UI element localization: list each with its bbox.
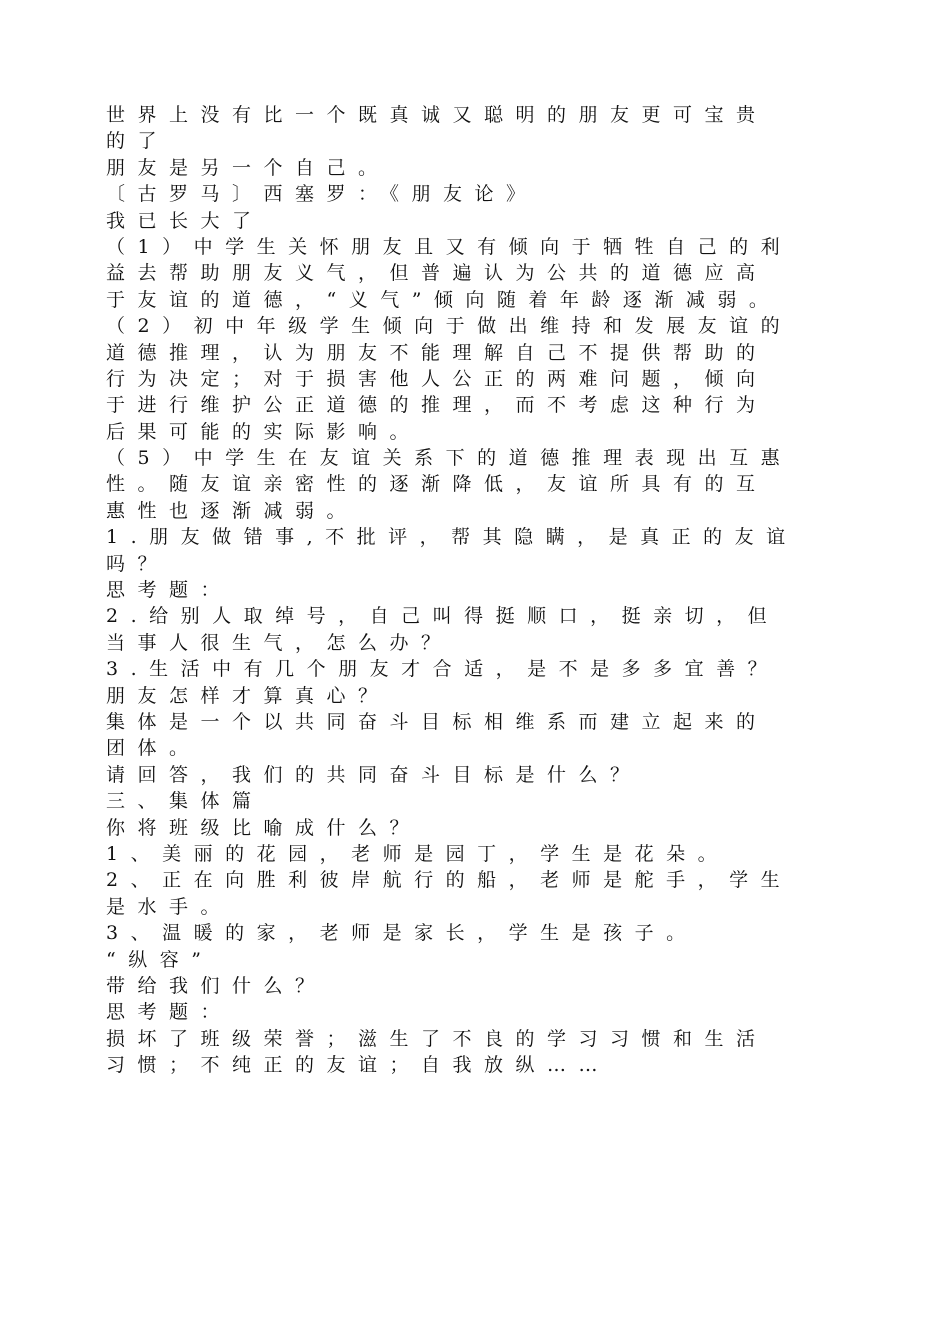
text-line: 思考题： xyxy=(106,579,233,602)
text-line: 益去帮助朋友义气，但普遍认为公共的道德应高 xyxy=(106,262,768,285)
text-line: 1.朋友做错事,不批评，帮其隐瞒，是真正的友谊 xyxy=(106,526,798,549)
text-line: 吗？ xyxy=(106,552,170,575)
text-line: “纵容” xyxy=(106,948,214,971)
text-line: 于友谊的道德，“义气”倾向随着年龄逐渐减弱。 xyxy=(106,288,781,311)
text-line: 2.给别人取绰号，自己叫得挺顺口，挺亲切，但 xyxy=(106,605,780,628)
text-line: 请回答，我们的共同奋斗目标是什么？ xyxy=(106,763,642,786)
text-line: 三、集体篇 xyxy=(106,790,264,813)
text-line: 3.生活中有几个朋友才合适，是不是多多宜善？ xyxy=(106,658,780,681)
text-line: 性。随友谊亲密性的逐渐降低，友谊所具有的互 xyxy=(106,473,768,496)
text-line: 惠性也逐渐减弱。 xyxy=(106,499,359,522)
text-line: 道德推理，认为朋友不能理解自己不提供帮助的 xyxy=(106,341,768,364)
text-line: 行为决定；对于损害他人公正的两难问题，倾向 xyxy=(106,367,768,390)
document-text xyxy=(106,102,846,1078)
text-line: 后果可能的实际影响。 xyxy=(106,420,422,443)
text-line: 团体。 xyxy=(106,737,201,760)
text-line: 3、温暖的家，老师是家长，学生是孩子。 xyxy=(106,922,698,945)
text-line: 世界上没有比一个既真诚又聪明的朋友更可宝贵 xyxy=(106,104,768,126)
text-line: 〔古罗马〕西塞罗：《朋友论》 xyxy=(106,183,538,206)
text-line: 于进行维护公正道德的推理，而不考虑这种行为 xyxy=(106,394,768,417)
text-line: 带给我们什么？ xyxy=(106,974,327,997)
text-line: 2、正在向胜利彼岸航行的船，老师是舵手，学生 xyxy=(106,869,793,892)
text-line: 1、美丽的花园，老师是园丁，学生是花朵。 xyxy=(106,842,730,865)
text-line: 习惯；不纯正的友谊；自我放纵…… xyxy=(106,1054,611,1077)
text-line: （5）中学生在友谊关系下的道德推理表现出互惠 xyxy=(106,447,793,470)
text-line: 是水手。 xyxy=(106,895,233,918)
text-line: 损坏了班级荣誉；滋生了不良的学习习惯和生活 xyxy=(106,1027,768,1050)
text-line: 朋友怎样才算真心？ xyxy=(106,684,390,707)
text-line: （1）中学生关怀朋友且又有倾向于牺牲自己的利 xyxy=(106,235,793,258)
text-line: 当事人很生气，怎么办？ xyxy=(106,631,453,654)
text-line: （2）初中年级学生倾向于做出维持和发展友谊的 xyxy=(106,315,793,338)
text-line: 我已长大了 xyxy=(106,209,264,232)
text-line: 集体是一个以共同奋斗目标相维系而建立起来的 xyxy=(106,710,768,733)
text-line: 朋友是另一个自己。 xyxy=(106,156,390,179)
text-line: 你将班级比喻成什么？ xyxy=(106,816,422,839)
text-line: 思考题： xyxy=(106,1001,233,1024)
text-line: 的了 xyxy=(106,130,170,153)
